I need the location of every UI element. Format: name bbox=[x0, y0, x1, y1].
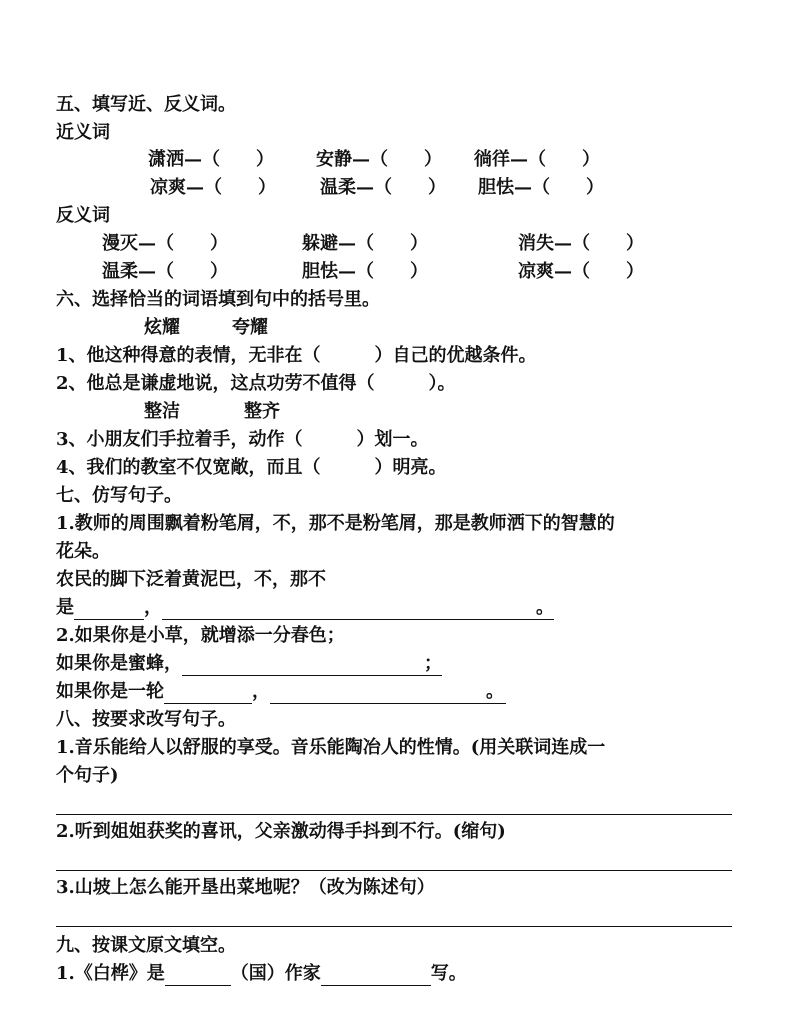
fill-blank[interactable] bbox=[162, 599, 554, 620]
s8-q1-line2: 个句子) bbox=[56, 765, 119, 786]
s6-question-1[interactable]: 1、他这种得意的表情，无非在（ ）自己的优越条件。 bbox=[56, 345, 537, 366]
fill-blank[interactable] bbox=[165, 965, 231, 986]
s9-q1-a: 1.《白桦》是 bbox=[56, 963, 165, 984]
s9-q1-c: 写。 bbox=[430, 963, 467, 984]
s7-q1-comma: ， bbox=[144, 597, 162, 618]
fill-blank[interactable] bbox=[270, 683, 506, 704]
s7-q1-fill-row bbox=[56, 596, 554, 620]
s7-q1-line1: 1.教师的周围飘着粉笔屑，不，那不是粉笔屑，那是教师洒下的智慧的 bbox=[56, 513, 615, 534]
section6-heading: 六、选择恰当的词语填到句中的括号里。 bbox=[56, 289, 380, 310]
s7-q1-prefix: 是 bbox=[56, 597, 74, 618]
syn-item[interactable]: 凉爽—（ ） bbox=[150, 177, 276, 198]
section8-heading: 八、按要求改写句子。 bbox=[56, 709, 236, 730]
ant-item[interactable]: 温柔—（ ） bbox=[102, 261, 228, 282]
s7-q2-bee-row bbox=[56, 652, 442, 676]
ant-item[interactable]: 凉爽—（ ） bbox=[518, 261, 644, 282]
answer-line[interactable] bbox=[56, 926, 732, 927]
s7-q2-comma: ， bbox=[252, 681, 270, 702]
ant-item[interactable]: 胆怯—（ ） bbox=[302, 261, 428, 282]
s8-q3: 3.山坡上怎么能开垦出菜地呢？（改为陈述句） bbox=[56, 877, 435, 898]
s7-q1-prompt: 农民的脚下泛着黄泥巴，不，那不 bbox=[56, 569, 326, 590]
syn-item[interactable]: 徜徉—（ ） bbox=[474, 149, 600, 170]
s7-q2-period: 。 bbox=[486, 681, 504, 702]
s7-q2-one: 如果你是一轮 bbox=[56, 681, 164, 702]
fill-blank[interactable] bbox=[182, 655, 442, 676]
word-choice-1a: 炫耀 bbox=[144, 317, 180, 338]
word-choice-2b: 整齐 bbox=[244, 401, 280, 422]
s6-question-4[interactable]: 4、我们的教室不仅宽敞，而且（ ）明亮。 bbox=[56, 457, 447, 478]
syn-item[interactable]: 温柔—（ ） bbox=[320, 177, 446, 198]
syn-item[interactable]: 安静—（ ） bbox=[316, 149, 442, 170]
fill-blank[interactable] bbox=[74, 599, 144, 620]
s7-q2-semicolon: ； bbox=[424, 653, 442, 674]
s7-q2-bee: 如果你是蜜蜂， bbox=[56, 653, 182, 674]
s7-q2-one-row bbox=[56, 680, 504, 704]
word-choice-2a: 整洁 bbox=[144, 401, 180, 422]
ant-item[interactable]: 漫灭—（ ） bbox=[102, 233, 228, 254]
s7-q1-period: 。 bbox=[536, 597, 554, 618]
s6-question-3[interactable]: 3、小朋友们手拉着手，动作（ ）划一。 bbox=[56, 429, 429, 450]
antonym-label: 反义词 bbox=[56, 205, 110, 226]
s7-q1-line2: 花朵。 bbox=[56, 541, 110, 562]
ant-item[interactable]: 躲避—（ ） bbox=[302, 233, 428, 254]
syn-item[interactable]: 潇洒—（ ） bbox=[148, 149, 274, 170]
section5-heading: 五、填写近、反义词。 bbox=[56, 94, 236, 115]
syn-item[interactable]: 胆怯—（ ） bbox=[478, 177, 604, 198]
section9-heading: 九、按课文原文填空。 bbox=[56, 935, 236, 956]
fill-blank[interactable] bbox=[164, 683, 252, 704]
s7-q2-line1: 2.如果你是小草，就增添一分春色； bbox=[56, 625, 345, 646]
answer-line[interactable] bbox=[56, 870, 732, 871]
s8-q1-line1: 1.音乐能给人以舒服的享受。音乐能陶冶人的性情。(用关联词连成一 bbox=[56, 737, 606, 758]
s8-q2: 2.听到姐姐获奖的喜讯，父亲激动得手抖到不行。(缩句) bbox=[56, 821, 506, 842]
s9-q1-b: （国）作家 bbox=[230, 963, 321, 984]
answer-line[interactable] bbox=[56, 814, 732, 815]
fill-blank[interactable] bbox=[321, 965, 431, 986]
section7-heading: 七、仿写句子。 bbox=[56, 485, 182, 506]
word-choice-1b: 夸耀 bbox=[232, 317, 268, 338]
ant-item[interactable]: 消失—（ ） bbox=[518, 233, 644, 254]
synonym-label: 近义词 bbox=[56, 122, 110, 143]
s9-q1-row bbox=[56, 962, 467, 986]
s6-question-2[interactable]: 2、他总是谦虚地说，这点功劳不值得（ ）。 bbox=[56, 373, 456, 394]
